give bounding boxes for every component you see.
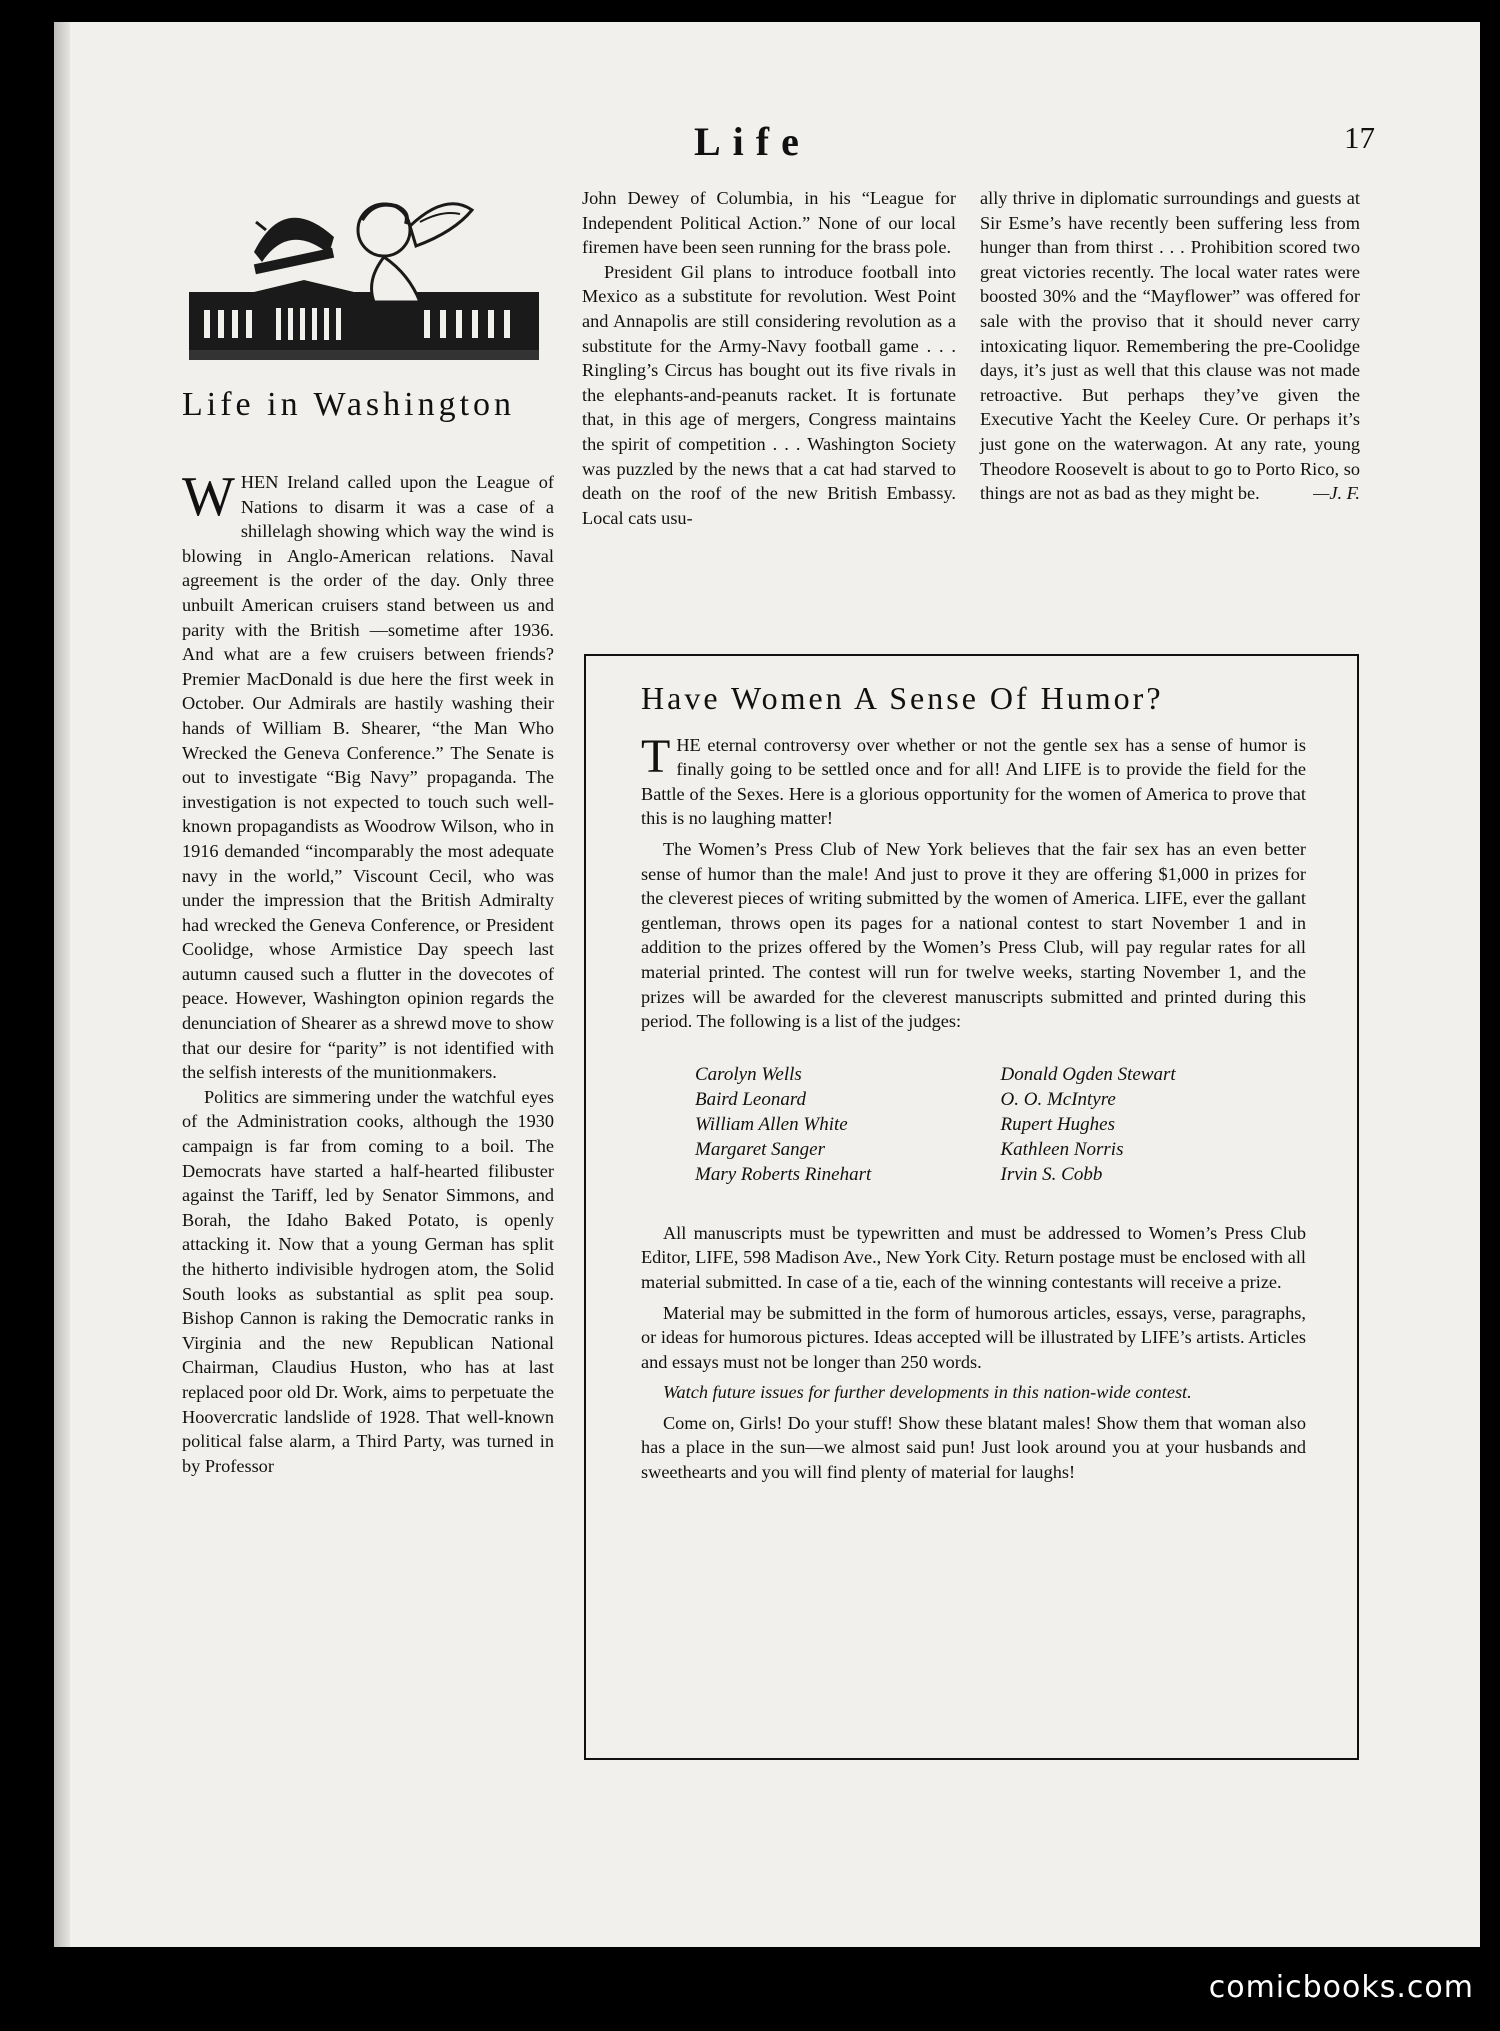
judge-name: Irvin S. Cobb — [1000, 1163, 1103, 1185]
judge-name: Kathleen Norris — [1000, 1138, 1124, 1160]
author-signature: —J. F. — [1313, 483, 1360, 504]
capitol-cherub-illustration — [184, 182, 544, 382]
announcement-paragraph-2: The Women’s Press Club of New York believes that the fair sex has an even better sense of humor than the male! And just to prove it they are offering $1,000 in prizes for the cleverest pieces of writing submitted by the women of America. LIFE, ever the gallant gentleman, throws open its pages for a national contest to start November 1 and in addition to the prizes offered by the Women’s Press Club, will pay regular rates for all material printed. The contest will run for twelve weeks, starting November 1, and the prizes will be awarded for the cleverest manuscripts submitted and printed during this period. The following is a list of the judges: — [641, 838, 1306, 1032]
article-paragraph-1: WHEN Ireland called upon the League of Nations to disarm it was a case of a shillelagh showing which way the wind is blowing in Anglo-American relations. Naval agreement is the order of the day. Only three unbuilt American cruisers stand between us and parity with the British —sometime after 1936. And what are a few cruisers between friends? Premier MacDonald is due here the first week in October. Our Admirals are hastily washing their hands of William B. Shearer, “the Man Who Wrecked the Geneva Conference.” The Senate is out to investigate “Big Navy” propaganda. The investigation is not expected to touch such well-known propagandists as Woodrow Wilson, who in 1916 demanded “incomparably the most adequate navy in the world,” Viscount Cecil, who was under the impression that the British Admiralty had wrecked the Geneva Conference, or President Coolidge, whose Armistice Day speech last autumn caused such a flutter in the dovecotes of peace. However, Washington opinion regards the denunciation of Shearer as a shrewd move to show that our desire for “parity” is not identified with the selfish interests of the munitionmakers. — [182, 466, 554, 1083]
judge-name: Donald Ogden Stewart — [1000, 1063, 1176, 1085]
judge-name: Mary Roberts Rinehart — [695, 1163, 872, 1185]
site-watermark: comicbooks.com — [1208, 1970, 1474, 2005]
announcement-paragraph-1: THE eternal controversy over whether or not the gentle sex has a sense of humor is finally going to be settled once and for all! And LIFE is to provide the field for the Battle of the Sexes. Here is a glorious opportunity for the women of America to prove that this is no laughing matter! — [641, 729, 1306, 829]
article-paragraph-3: President Gil plans to introduce football into Mexico as a substitute for revolution. West Point and Annapolis are still considering revolution as a substitute for the Army-Navy football game . . . Ringling’s Circus has bought out its five rivals in the elephants-and-peanuts racket. It is fortunate that, in this age of mergers, Congress maintains the spirit of competition . . . Washington Society was puzzled by the news that a cat had starved to death on the roof of the new British Embassy. Local cats usu- — [582, 261, 956, 528]
article-column-2 — [582, 186, 956, 530]
judge-name: Baird Leonard — [695, 1088, 807, 1110]
drop-cap: W — [182, 466, 235, 528]
article-column-1 — [182, 466, 554, 1478]
judges-column-left — [695, 1062, 1001, 1187]
article-paragraph-2: Politics are simmering under the watchful eyes of the Administration cooks, although the 1930 campaign is far from coming to a boil. The Democrats have started a half-hearted filibuster against the Tariff, led by Senator Simmons, and Borah, the Idaho Baked Potato, is openly attacking it. Now that a young German has split the hitherto indivisible hydrogen atom, the Solid South looks as substantial as split pea soup. Bishop Cannon is raking the Democratic ranks in Virginia and the new Republican National Chairman, Claudius Huston, who has at last replaced poor old Dr. Work, aims to perpetuate the Hoovercratic landslide of 1928. That well-known political false alarm, a Third Party, was turned in by Professor — [182, 1086, 554, 1476]
judge-name: Margaret Sanger — [695, 1138, 825, 1160]
announcement-paragraph-4: Material may be submitted in the form of humorous articles, essays, verse, paragraphs, or ideas for humorous pictures. Ideas accepted will be illustrated by LIFE’s artists. Articles and essays must not be longer than 250 words. — [641, 1302, 1306, 1372]
judge-name: Carolyn Wells — [695, 1063, 802, 1085]
announcement-paragraph-6: Come on, Girls! Do your stuff! Show these blatant males! Show them that woman also has a place in the sun—we almost said pun! Just look around you at your husbands and sweethearts and you will find plenty of material for laughs! — [641, 1412, 1306, 1483]
contest-announcement — [641, 680, 1306, 1491]
announcement-paragraph-3: All manuscripts must be typewritten and must be addressed to Women’s Press Club Editor, LIFE, 598 Madison Ave., New York City. Return postage must be enclosed with all material submitted. In case of a tie, each of the winning contestants will receive a prize. — [641, 1222, 1306, 1292]
judge-name: Rupert Hughes — [1000, 1113, 1116, 1135]
judge-name: William Allen White — [695, 1113, 848, 1135]
magazine-page — [54, 22, 1480, 1947]
page-number: 17 — [1344, 120, 1375, 155]
magazine-masthead: Life — [694, 119, 811, 164]
article-paragraph-3-continued: ally thrive in diplomatic surroundings and guests at Sir Esme’s have recently been suffering less from hunger than from thirst . . . Prohibition scored two great victories recently. The local water rates were boosted 30% and the “Mayflower” was offered for sale with the proviso that it should never carry intoxicating liquor. Remembering the pre-Coolidge days, it’s just as well that this clause was not made retroactive. But perhaps they’ve given the Executive Yacht the Keeley Cure. Or perhaps it’s just gone on the waterwagon. At any rate, young Theodore Roosevelt is about to go to Porto Rico, so things are not as bad as they might be. —J. F. — [980, 186, 1360, 506]
drop-cap: T — [641, 729, 671, 783]
article-column-3 — [980, 186, 1360, 506]
judges-list — [695, 1062, 1306, 1187]
judges-column-right — [1001, 1062, 1307, 1187]
announcement-paragraph-5: Watch future issues for further developments in this nation-wide contest. — [662, 1382, 1192, 1403]
announcement-title: Have Women A Sense Of Humor? — [641, 680, 1164, 716]
contest-announcement-box — [584, 654, 1359, 1760]
judge-name: O. O. McIntyre — [1000, 1088, 1116, 1110]
column-title: Life in Washington — [182, 386, 516, 423]
page-binding-edge — [54, 22, 70, 1947]
article-paragraph-2-continued: John Dewey of Columbia, in his “League for Independent Political Action.” None of our local firemen have been seen running for the brass pole. — [582, 188, 956, 258]
